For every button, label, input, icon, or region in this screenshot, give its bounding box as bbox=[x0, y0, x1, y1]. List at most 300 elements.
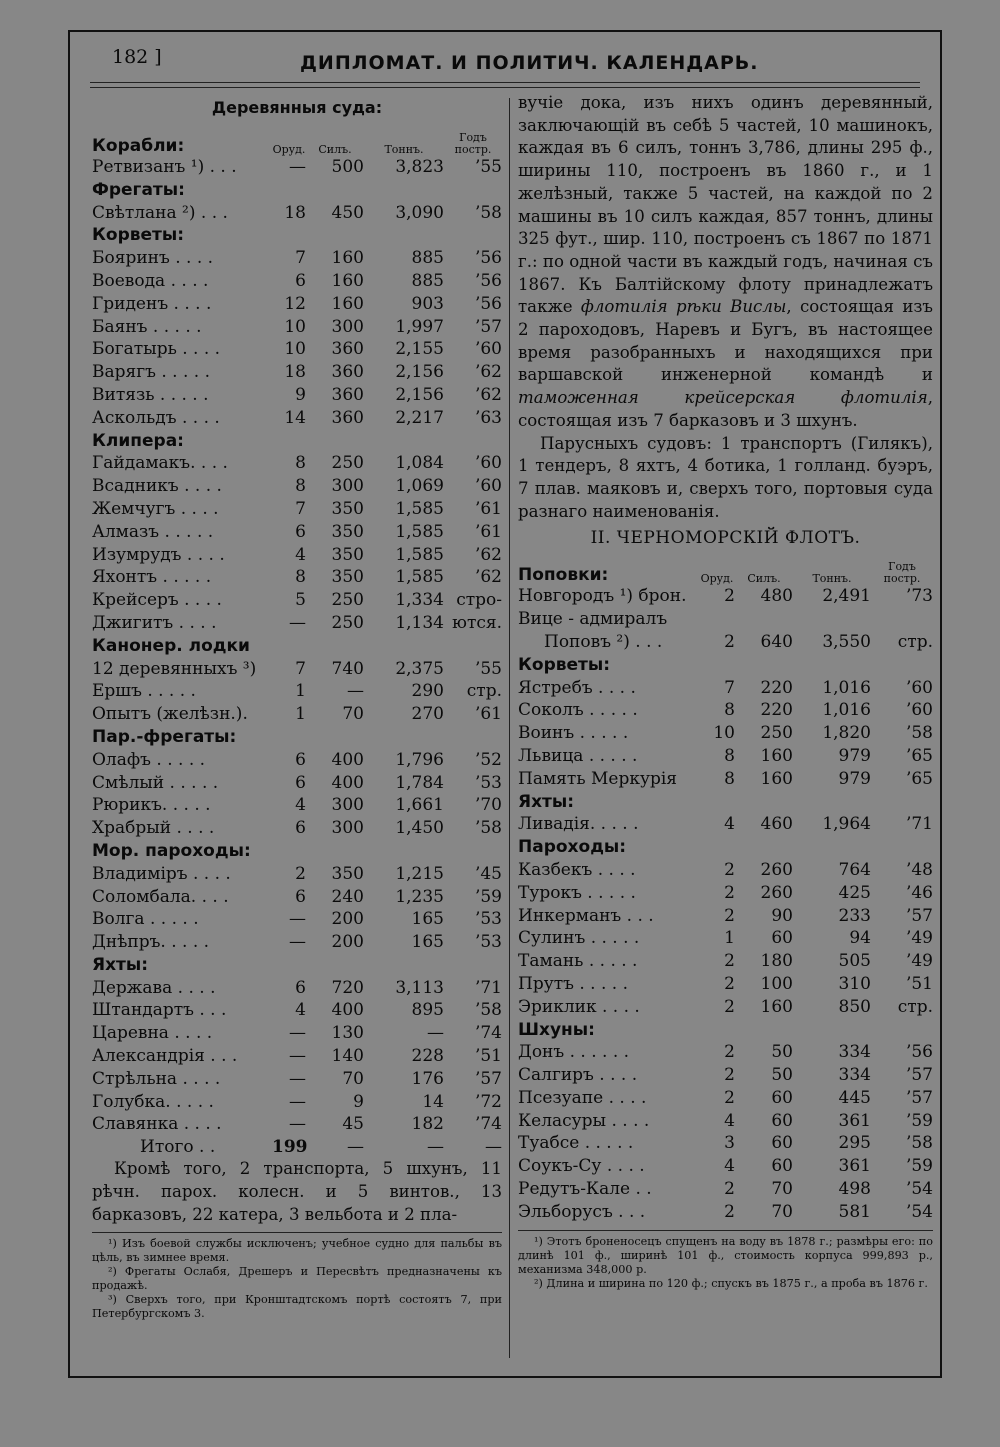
year-value: ’65 bbox=[905, 768, 933, 789]
category-heading: Корветы: bbox=[92, 225, 185, 246]
guns-value: — bbox=[289, 932, 306, 953]
table-row bbox=[92, 407, 502, 430]
table-row bbox=[92, 1022, 502, 1045]
year-value: ’61 bbox=[474, 521, 502, 542]
power-value: 70 bbox=[771, 1179, 793, 1200]
table-row bbox=[92, 703, 502, 726]
tons-value: 1,796 bbox=[395, 749, 444, 770]
category-heading: Шхуны: bbox=[518, 1019, 595, 1040]
guns-value: 3 bbox=[724, 1133, 735, 1154]
power-value: 60 bbox=[771, 1133, 793, 1154]
table-row bbox=[518, 608, 933, 631]
table-row bbox=[92, 384, 502, 407]
category-heading: Канонер. лодки bbox=[92, 635, 250, 656]
vessel-name: Инкерманъ . . . bbox=[518, 905, 654, 926]
power-value: 180 bbox=[760, 951, 793, 972]
guns-value: 1 bbox=[295, 681, 306, 702]
table-row bbox=[518, 1087, 933, 1110]
guns-value: 6 bbox=[295, 749, 306, 770]
tons-value: 3,113 bbox=[395, 977, 444, 998]
guns-value: 7 bbox=[295, 658, 306, 679]
table-row bbox=[92, 589, 502, 612]
vessel-name: Стрѣльна . . . . bbox=[92, 1068, 221, 1089]
year-value: ’56 bbox=[474, 270, 502, 291]
right-column bbox=[518, 92, 933, 1291]
table-row bbox=[518, 631, 933, 654]
table-row bbox=[518, 1201, 933, 1224]
table-row bbox=[518, 882, 933, 905]
table-row bbox=[92, 202, 502, 225]
power-value: 70 bbox=[342, 1068, 364, 1089]
year-value: стр. bbox=[897, 996, 933, 1017]
table-row bbox=[92, 1068, 502, 1091]
guns-value: 2 bbox=[724, 859, 735, 880]
table-row bbox=[92, 498, 502, 521]
year-value: ’59 bbox=[905, 1156, 933, 1177]
right-footnotes bbox=[518, 1235, 933, 1291]
guns-value: 10 bbox=[284, 316, 306, 337]
table-row bbox=[92, 977, 502, 1000]
guns-value: 6 bbox=[295, 772, 306, 793]
page-number: 182 ] bbox=[112, 46, 162, 68]
total-power: — bbox=[347, 1137, 364, 1158]
tons-value: 498 bbox=[838, 1179, 871, 1200]
tons-value: — bbox=[427, 1023, 444, 1044]
table-row bbox=[518, 768, 933, 791]
guns-value: 1 bbox=[295, 704, 306, 725]
table-row bbox=[518, 973, 933, 996]
guns-value: — bbox=[289, 1046, 306, 1067]
tons-value: 1,235 bbox=[395, 886, 444, 907]
section-heading: Деревянныя суда: bbox=[211, 98, 383, 117]
right-paragraph-2: Парусныхъ судовъ: 1 транспортъ (Гилякъ), 1 тендеръ, 8 яхтъ, 4 ботика, 1 голланд. буэръ, 7 плав. маяковъ и, сверхъ того, портовыя суда разнаго наименованія. bbox=[518, 433, 933, 521]
tons-value: 1,134 bbox=[395, 612, 444, 633]
tons-value: 176 bbox=[411, 1068, 444, 1089]
table-row bbox=[92, 247, 502, 270]
power-value: 740 bbox=[331, 658, 364, 679]
tons-value: 228 bbox=[411, 1046, 444, 1067]
power-value: 350 bbox=[331, 863, 364, 884]
left-paragraph: Кромѣ того, 2 транспорта, 5 шхунъ, 11 рѣчн. парох. колесн. и 5 винтов., 13 барказовъ, 22 катера, 3 вельбота и 2 пла- bbox=[92, 1159, 502, 1224]
total-label: Итого . . bbox=[140, 1137, 216, 1158]
tons-value: 1,585 bbox=[395, 521, 444, 542]
tons-value: 361 bbox=[838, 1156, 871, 1177]
table-row bbox=[92, 361, 502, 384]
guns-value: 2 bbox=[724, 1201, 735, 1222]
power-value: 200 bbox=[331, 909, 364, 930]
year-value: ’46 bbox=[905, 882, 933, 903]
power-value: 160 bbox=[760, 745, 793, 766]
guns-value: 6 bbox=[295, 521, 306, 542]
vessel-name: Джигитъ . . . . bbox=[92, 612, 217, 633]
vessel-name: Волга . . . . . bbox=[92, 909, 199, 930]
tons-value: 764 bbox=[838, 859, 871, 880]
vessel-name: Казбекъ . . . . bbox=[518, 859, 636, 880]
year-value: ’58 bbox=[905, 723, 933, 744]
year-value: ’58 bbox=[905, 1133, 933, 1154]
header-rule bbox=[90, 82, 920, 88]
guns-value: — bbox=[289, 612, 306, 633]
tons-value: 1,450 bbox=[395, 818, 444, 839]
tons-value: 903 bbox=[411, 293, 444, 314]
category-heading: Корветы: bbox=[518, 654, 611, 675]
vessel-name: Алмазъ . . . . . bbox=[92, 521, 214, 542]
tons-value: 1,820 bbox=[822, 723, 871, 744]
vessel-name: Опытъ (желѣзн.). bbox=[92, 704, 248, 725]
vessel-name: Гриденъ . . . . bbox=[92, 293, 212, 314]
tons-value: 310 bbox=[838, 973, 871, 994]
power-value: 300 bbox=[331, 818, 364, 839]
vessel-name: Редутъ-Кале . . bbox=[518, 1179, 652, 1200]
guns-value: 9 bbox=[295, 384, 306, 405]
table-row bbox=[92, 316, 502, 339]
guns-value: 8 bbox=[724, 700, 735, 721]
guns-value: 10 bbox=[284, 339, 306, 360]
tons-value: 885 bbox=[411, 248, 444, 269]
table-row bbox=[92, 1091, 502, 1114]
tons-value: 2,217 bbox=[395, 407, 444, 428]
guns-value: 7 bbox=[295, 498, 306, 519]
power-value: 360 bbox=[331, 339, 364, 360]
vessel-name: Вице - адмиралъ bbox=[518, 609, 668, 630]
year-value: ’60 bbox=[474, 339, 502, 360]
guns-value: — bbox=[289, 1091, 306, 1112]
vessel-name: Новгородъ ¹) брон. bbox=[518, 586, 687, 607]
power-value: 200 bbox=[331, 932, 364, 953]
table-header-right bbox=[518, 553, 933, 585]
vessel-name: Сулинъ . . . . . bbox=[518, 928, 640, 949]
table-row bbox=[518, 1110, 933, 1133]
power-value: 160 bbox=[760, 768, 793, 789]
tons-value: 182 bbox=[411, 1114, 444, 1135]
guns-value: 6 bbox=[295, 270, 306, 291]
tons-value: 979 bbox=[838, 745, 871, 766]
table-row bbox=[92, 612, 502, 635]
year-value: ’71 bbox=[474, 977, 502, 998]
vessel-name: Соукъ-Су . . . . bbox=[518, 1156, 645, 1177]
power-value: 640 bbox=[760, 631, 793, 652]
power-value: 460 bbox=[760, 814, 793, 835]
guns-value: 2 bbox=[724, 882, 735, 903]
power-value: 160 bbox=[331, 248, 364, 269]
power-value: 260 bbox=[760, 882, 793, 903]
vessel-name: Ретвизанъ ¹) . . . bbox=[92, 157, 237, 177]
para1-mid: , состоящая изъ 2 пароходовъ, Наревъ и Бугъ, въ настоящее время разобранныхъ и находящихся при варшавской инженерной командѣ и bbox=[518, 297, 933, 385]
tons-value: 295 bbox=[838, 1133, 871, 1154]
left-table-body bbox=[92, 156, 502, 1136]
guns-value: 14 bbox=[284, 407, 306, 428]
power-value: 60 bbox=[771, 1156, 793, 1177]
year-value: ’60 bbox=[474, 476, 502, 497]
table-row bbox=[92, 794, 502, 817]
footnote-rule-right bbox=[518, 1230, 933, 1231]
year-value: ’72 bbox=[474, 1091, 502, 1112]
power-value: 350 bbox=[331, 544, 364, 565]
power-value: 360 bbox=[331, 407, 364, 428]
vessel-name: Баянъ . . . . . bbox=[92, 316, 202, 337]
footnote-rule bbox=[92, 1232, 502, 1233]
table-row bbox=[92, 931, 502, 954]
total-year: — bbox=[485, 1137, 502, 1158]
table-row bbox=[518, 699, 933, 722]
table-row bbox=[92, 999, 502, 1022]
power-value: 90 bbox=[771, 905, 793, 926]
guns-value: 4 bbox=[295, 795, 306, 816]
guns-value: 10 bbox=[713, 723, 735, 744]
power-value: 70 bbox=[771, 1201, 793, 1222]
tons-value: 2,155 bbox=[395, 339, 444, 360]
tons-value: 165 bbox=[411, 909, 444, 930]
table-row bbox=[518, 905, 933, 928]
power-value: 50 bbox=[771, 1065, 793, 1086]
guns-value: 8 bbox=[724, 745, 735, 766]
table-row bbox=[92, 544, 502, 567]
power-value: 160 bbox=[760, 996, 793, 1017]
guns-value: 6 bbox=[295, 886, 306, 907]
vessel-name: Тамань . . . . . bbox=[518, 951, 638, 972]
vessel-name: Салгиръ . . . . bbox=[518, 1065, 638, 1086]
guns-value: — bbox=[289, 1023, 306, 1044]
guns-value: 2 bbox=[724, 1065, 735, 1086]
year-value: ’60 bbox=[905, 677, 933, 698]
guns-value: 1 bbox=[724, 928, 735, 949]
guns-value: — bbox=[289, 1068, 306, 1089]
year-value: ’55 bbox=[474, 157, 502, 177]
table-row bbox=[92, 863, 502, 886]
tons-value: 3,823 bbox=[395, 157, 444, 177]
table-row bbox=[92, 817, 502, 840]
year-value: ’45 bbox=[474, 863, 502, 884]
tons-value: 165 bbox=[411, 932, 444, 953]
tons-value: 2,375 bbox=[395, 658, 444, 679]
column-divider bbox=[509, 98, 510, 1358]
tons-value: 14 bbox=[422, 1091, 444, 1112]
power-value: 350 bbox=[331, 498, 364, 519]
power-value: 500 bbox=[331, 157, 364, 177]
tons-value: 581 bbox=[838, 1201, 871, 1222]
table-row bbox=[92, 908, 502, 931]
year-value: ’71 bbox=[905, 814, 933, 835]
vessel-name: Олафъ . . . . . bbox=[92, 749, 206, 770]
power-value: 300 bbox=[331, 795, 364, 816]
vessel-name: 12 деревянныхъ ³) bbox=[92, 658, 257, 679]
guns-value: 2 bbox=[724, 973, 735, 994]
para1-text: вучіе дока, изъ нихъ одинъ деревянный, заключающій въ себѣ 5 частей, 10 машинокъ, каждая въ 6 силъ, тоннъ 3,786, длины 295 ф., ширины 110, построенъ въ 1860 г., и 1 желѣзный, также 5 частей, на каждой по 2 машины въ 10 силъ каждая, 857 тоннъ, длины 325 фут., шир. 110, построенъ съ 1867 по 1871 г.: по одной части въ каждый годъ, начиная съ 1867. Къ Балтійскому флоту принадлежатъ также bbox=[518, 93, 933, 317]
vessel-name: Владиміръ . . . . bbox=[92, 863, 231, 884]
guns-value: 8 bbox=[295, 567, 306, 588]
power-value: 220 bbox=[760, 677, 793, 698]
vessel-name: Варягъ . . . . . bbox=[92, 362, 210, 383]
tons-value: 3,550 bbox=[822, 631, 871, 652]
power-value: 480 bbox=[760, 586, 793, 607]
power-value: 260 bbox=[760, 859, 793, 880]
table-row bbox=[518, 1155, 933, 1178]
tons-value: 1,964 bbox=[822, 814, 871, 835]
table-row bbox=[92, 886, 502, 909]
year-value: ’62 bbox=[474, 567, 502, 588]
vessel-name: Царевна . . . . bbox=[92, 1023, 213, 1044]
table-row bbox=[518, 813, 933, 836]
col-year: Годъ постр. bbox=[454, 131, 492, 156]
tons-value: 2,156 bbox=[395, 384, 444, 405]
power-value: 400 bbox=[331, 1000, 364, 1021]
vessel-name: Храбрый . . . . bbox=[92, 818, 215, 839]
guns-value: 6 bbox=[295, 818, 306, 839]
vessel-name: Аскольдъ . . . . bbox=[92, 407, 220, 428]
guns-value: 4 bbox=[295, 1000, 306, 1021]
vessel-name: Эриклик . . . . bbox=[518, 996, 640, 1017]
guns-value: 12 bbox=[284, 293, 306, 314]
col-guns: Оруд. bbox=[272, 143, 306, 156]
year-value: ’59 bbox=[474, 886, 502, 907]
year-value: стр. bbox=[897, 631, 933, 652]
year-value: ’61 bbox=[474, 704, 502, 725]
vessel-name: Крейсеръ . . . . bbox=[92, 590, 222, 611]
table-row bbox=[518, 1178, 933, 1201]
vessel-name: Александрія . . . bbox=[92, 1046, 238, 1067]
left-column bbox=[92, 96, 502, 1321]
power-value: 100 bbox=[760, 973, 793, 994]
tons-value: 1,016 bbox=[822, 677, 871, 698]
power-value: 350 bbox=[331, 521, 364, 542]
year-value: ’51 bbox=[474, 1046, 502, 1067]
tons-value: 885 bbox=[411, 270, 444, 291]
tons-value: 850 bbox=[838, 996, 871, 1017]
guns-value: — bbox=[289, 1114, 306, 1135]
category-heading: Яхты: bbox=[92, 954, 149, 975]
footnote-r1: ¹) Этотъ броненосецъ спущенъ на воду въ 1878 г.; размѣры его: по длинѣ 101 ф., ширинѣ 101 ф., стоимость корпуса 999,893 р., механизма 348,000 р. bbox=[518, 1234, 933, 1276]
table-row bbox=[92, 1113, 502, 1136]
power-value: 60 bbox=[771, 1110, 793, 1131]
guns-value: 2 bbox=[724, 586, 735, 607]
table-row bbox=[518, 585, 933, 608]
footnote-1: ¹) Изъ боевой службы исключенъ; учебное судно для пальбы въ цѣль, въ зимнее время. bbox=[92, 1237, 502, 1265]
tons-value: 895 bbox=[411, 1000, 444, 1021]
guns-value: 2 bbox=[724, 631, 735, 652]
total-guns: 199 bbox=[272, 1137, 308, 1158]
table-row bbox=[518, 996, 933, 1019]
tons-value: 979 bbox=[838, 768, 871, 789]
year-value: ’53 bbox=[474, 772, 502, 793]
year-value: ’57 bbox=[474, 1068, 502, 1089]
total-row bbox=[92, 1136, 502, 1158]
tons-value: 270 bbox=[411, 704, 444, 725]
guns-value: 4 bbox=[724, 1110, 735, 1131]
vessel-name: Славянка . . . . bbox=[92, 1114, 222, 1135]
year-value: ’57 bbox=[905, 1065, 933, 1086]
col-guns-right: Оруд. bbox=[700, 572, 734, 586]
col-year-right: Годъ постр. bbox=[883, 560, 921, 586]
vessel-name: Бояринъ . . . . bbox=[92, 248, 214, 269]
year-value: ’51 bbox=[905, 973, 933, 994]
table-row bbox=[92, 1045, 502, 1068]
tons-value: 1,585 bbox=[395, 544, 444, 565]
col-power-right: Силъ. bbox=[747, 572, 781, 586]
tons-value: 505 bbox=[838, 951, 871, 972]
table-row bbox=[518, 1041, 933, 1064]
table-header bbox=[92, 124, 502, 156]
total-tons: — bbox=[427, 1137, 444, 1158]
power-value: 250 bbox=[331, 612, 364, 633]
category-heading: Мор. пароходы: bbox=[92, 840, 251, 861]
power-value: 130 bbox=[331, 1023, 364, 1044]
table-row bbox=[92, 475, 502, 498]
vessel-name: Витязь . . . . . bbox=[92, 384, 209, 405]
tons-value: 334 bbox=[838, 1042, 871, 1063]
year-value: ’53 bbox=[474, 932, 502, 953]
table-row bbox=[518, 1064, 933, 1087]
power-value: 60 bbox=[771, 928, 793, 949]
table-row bbox=[92, 772, 502, 795]
year-value: ’57 bbox=[474, 316, 502, 337]
category-heading: Клипера: bbox=[92, 430, 184, 451]
power-value: 250 bbox=[331, 453, 364, 474]
vessel-name: Воинъ . . . . . bbox=[518, 723, 629, 744]
category-heading: Пар.-фрегаты: bbox=[92, 726, 237, 747]
vessel-name: Держава . . . . bbox=[92, 977, 216, 998]
guns-value: 8 bbox=[295, 476, 306, 497]
power-value: 250 bbox=[331, 590, 364, 611]
vessel-name: Соломбала. . . . bbox=[92, 886, 229, 907]
para1-italic-2: таможенная крейсерская флотилія bbox=[518, 388, 928, 408]
col-tons: Тоннъ. bbox=[384, 143, 424, 156]
year-value: ’62 bbox=[474, 384, 502, 405]
year-value: ’73 bbox=[905, 586, 933, 607]
table-row bbox=[92, 680, 502, 703]
category-heading: Фрегаты: bbox=[92, 179, 185, 200]
tons-value: 1,215 bbox=[395, 863, 444, 884]
year-value: ’58 bbox=[474, 818, 502, 839]
vessel-name: Гайдамакъ. . . . bbox=[92, 453, 228, 474]
vessel-name: Ершъ . . . . . bbox=[92, 681, 196, 702]
guns-value: 18 bbox=[284, 362, 306, 383]
power-value: — bbox=[347, 681, 364, 702]
col-power: Силъ. bbox=[318, 143, 352, 156]
year-value: ’57 bbox=[905, 905, 933, 926]
year-value: ’54 bbox=[905, 1201, 933, 1222]
tons-value: 1,016 bbox=[822, 700, 871, 721]
vessel-name: Жемчугъ . . . . bbox=[92, 498, 219, 519]
guns-value: 2 bbox=[724, 1042, 735, 1063]
year-value: стро- bbox=[456, 590, 502, 611]
year-value: ’52 bbox=[474, 749, 502, 770]
vessel-name: Всадникъ . . . . bbox=[92, 476, 222, 497]
guns-value: 18 bbox=[284, 202, 306, 223]
first-category-right: Поповки: bbox=[518, 565, 609, 586]
power-value: 45 bbox=[342, 1114, 364, 1135]
power-value: 140 bbox=[331, 1046, 364, 1067]
power-value: 350 bbox=[331, 567, 364, 588]
section-title: II. ЧЕРНОМОРСКІЙ ФЛОТЪ. bbox=[590, 528, 861, 549]
power-value: 60 bbox=[771, 1087, 793, 1108]
right-paragraph-1 bbox=[518, 92, 933, 433]
vessel-name: Изумрудъ . . . . bbox=[92, 544, 225, 565]
vessel-name: Псезуапе . . . . bbox=[518, 1087, 647, 1108]
tons-value: 1,784 bbox=[395, 772, 444, 793]
guns-value: 2 bbox=[724, 996, 735, 1017]
table-row bbox=[518, 722, 933, 745]
table-row bbox=[92, 293, 502, 316]
power-value: 70 bbox=[342, 704, 364, 725]
year-value: ’58 bbox=[474, 202, 502, 223]
tons-value: 2,491 bbox=[822, 586, 871, 607]
tons-value: 1,069 bbox=[395, 476, 444, 497]
para1-end: , состоящая изъ 7 барказовъ и 3 шхунъ. bbox=[518, 388, 933, 430]
vessel-name: Прутъ . . . . . bbox=[518, 973, 628, 994]
vessel-name: Соколъ . . . . . bbox=[518, 700, 638, 721]
footnote-2: ²) Фрегаты Ослабя, Дрешеръ и Пересвѣтъ предназначены къ продажѣ. bbox=[92, 1265, 502, 1293]
year-value: ’55 bbox=[474, 658, 502, 679]
